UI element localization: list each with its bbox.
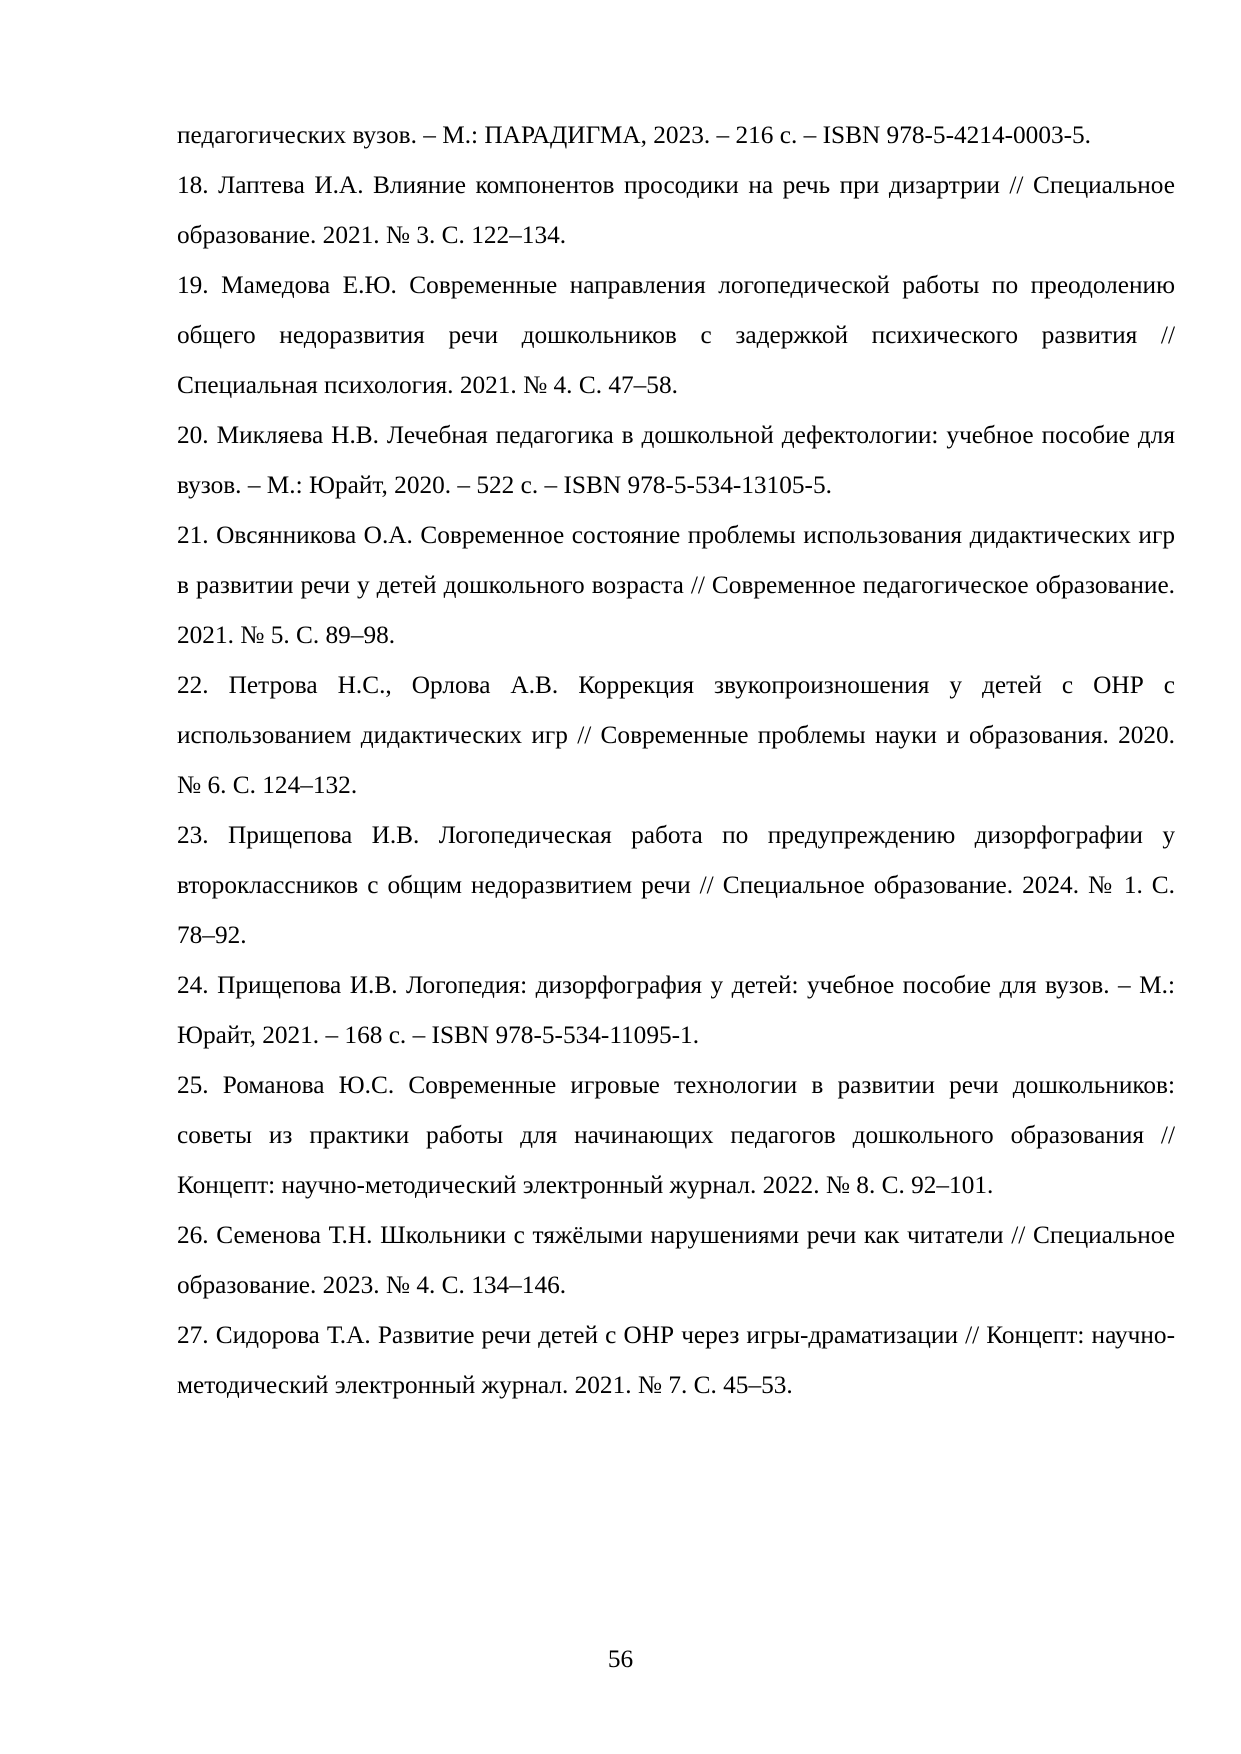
reference-entry-24: 24. Прищепова И.В. Логопедия: дизорфография у детей: учебное пособие для вузов. – М.: Юрайт, 2021. – 168 с. – ISBN 978-5-534-11095-1.	[177, 971, 1175, 1049]
reference-entry-18: 18. Лаптева И.А. Влияние компонентов просодики на речь при дизартрии // Специальное образование. 2021. № 3. С. 122–134.	[177, 171, 1175, 249]
reference-entry-20: 20. Микляева Н.В. Лечебная педагогика в дошкольной дефектологии: учебное пособие для вузов. – М.: Юрайт, 2020. – 522 с. – ISBN 978-5-534-13105-5.	[177, 421, 1175, 499]
reference-entry-26: 26. Семенова Т.Н. Школьники с тяжёлыми нарушениями речи как читатели // Специальное образование. 2023. № 4. С. 134–146.	[177, 1221, 1175, 1299]
reference-entry-21: 21. Овсянникова О.А. Современное состояние проблемы использования дидактических игр в развитии речи у детей дошкольного возраста // Современное педагогическое образование. 2021. № 5. С. 89–98.	[177, 521, 1175, 649]
reference-entry-27: 27. Сидорова Т.А. Развитие речи детей с ОНР через игры-драматизации // Концепт: научно-методический электронный журнал. 2021. № 7. С. 45–53.	[177, 1321, 1175, 1399]
reference-entry-23: 23. Прищепова И.В. Логопедическая работа по предупреждению дизорфографии у второклассников с общим недоразвитием речи // Специальное образование. 2024. № 1. С. 78–92.	[177, 821, 1175, 949]
reference-entry-25: 25. Романова Ю.С. Современные игровые технологии в развитии речи дошкольников: советы из практики работы для начинающих педагогов дошкольного образования // Концепт: научно-методический электронный журнал. 2022. № 8. С. 92–101.	[177, 1071, 1175, 1199]
reference-entry-22: 22. Петрова Н.С., Орлова А.В. Коррекция звукопроизношения у детей с ОНР с использованием дидактических игр // Современные проблемы науки и образования. 2020. № 6. С. 124–132.	[177, 671, 1175, 799]
reference-entry-19: 19. Мамедова Е.Ю. Современные направления логопедической работы по преодолению общего недоразвития речи дошкольников с задержкой психического развития // Специальная психология. 2021. № 4. С. 47–58.	[177, 271, 1175, 399]
page-number: 56	[607, 1645, 634, 1673]
reference-list	[177, 110, 1175, 1410]
reference-entry-continued: педагогических вузов. – М.: ПАРАДИГМА, 2023. – 216 с. – ISBN 978-5-4214-0003-5.	[177, 121, 1092, 149]
